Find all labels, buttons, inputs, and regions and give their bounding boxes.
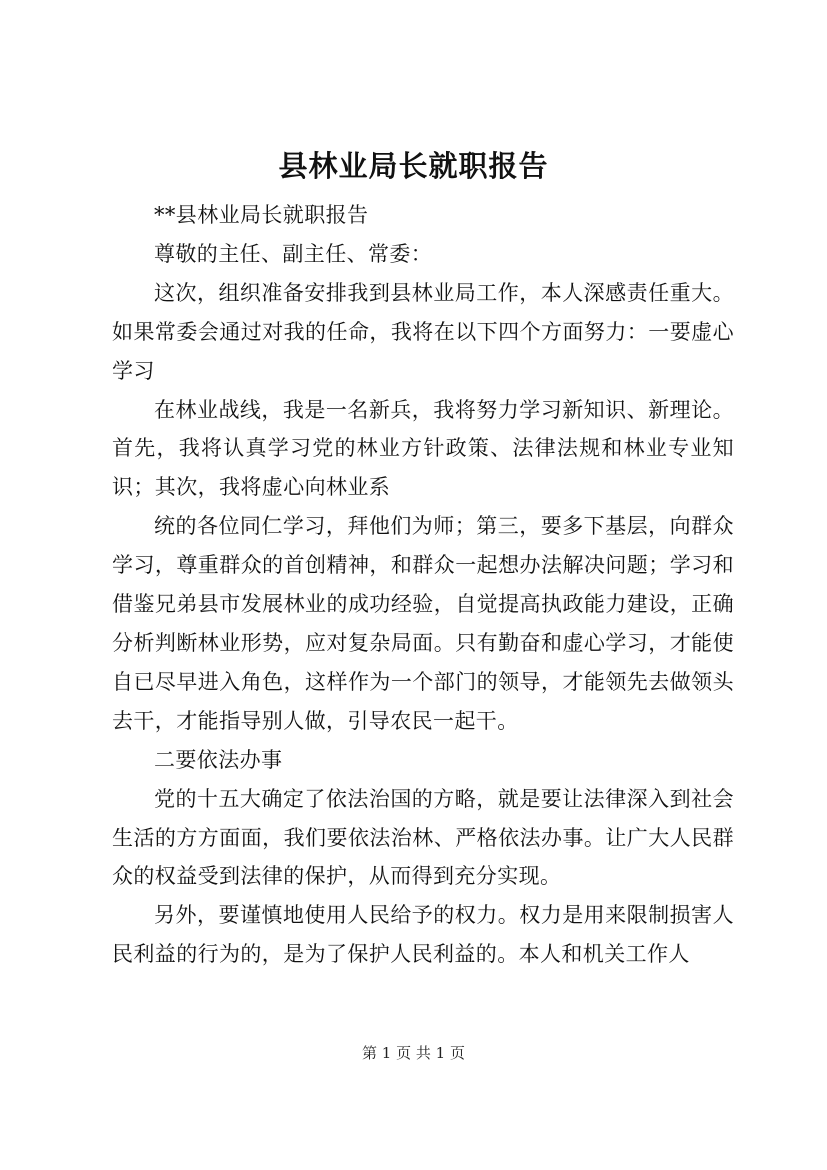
page-number-footer: 第 1 页 共 1 页	[362, 1044, 465, 1062]
document-title: 县林业局长就职报告	[278, 149, 549, 183]
paragraph-subtitle: **县林业局长就职报告	[154, 203, 369, 227]
paragraph: 在林业战线，我是一名新兵，我将努力学习新知识、新理论。首先，我将认真学习党的林业方针政策、法律法规和林业专业知识；其次，我将虚心向林业系	[112, 397, 734, 500]
paragraph: 党的十五大确定了依法治国的方略，就是要让法律深入到社会生活的方方面面，我们要依法治林、严格依法办事。让广大人民群众的权益受到法律的保护，从而得到充分实现。	[112, 786, 734, 889]
document-body	[112, 196, 734, 974]
paragraph: 这次，组织准备安排我到县林业局工作，本人深感责任重大。如果常委会通过对我的任命，我将在以下四个方面努力：一要虚心学习	[112, 280, 734, 383]
paragraph-salutation: 尊敬的主任、副主任、常委：	[154, 241, 433, 266]
section-heading: 二要依法办事	[154, 747, 283, 772]
paragraph: 另外，要谨慎地使用人民给予的权力。权力是用来限制损害人民利益的行为的，是为了保护人民利益的。本人和机关工作人	[112, 903, 734, 967]
paragraph: 统的各位同仁学习，拜他们为师；第三，要多下基层，向群众学习，尊重群众的首创精神，和群众一起想办法解决问题；学习和借鉴兄弟县市发展林业的成功经验，自觉提高执政能力建设，正确分析判断林业形势，应对复杂局面。只有勤奋和虚心学习，才能使自已尽早进入角色，这样作为一个部门的领导，才能领先去做领头去干，才能指导别人做，引导农民一起干。	[112, 514, 734, 733]
